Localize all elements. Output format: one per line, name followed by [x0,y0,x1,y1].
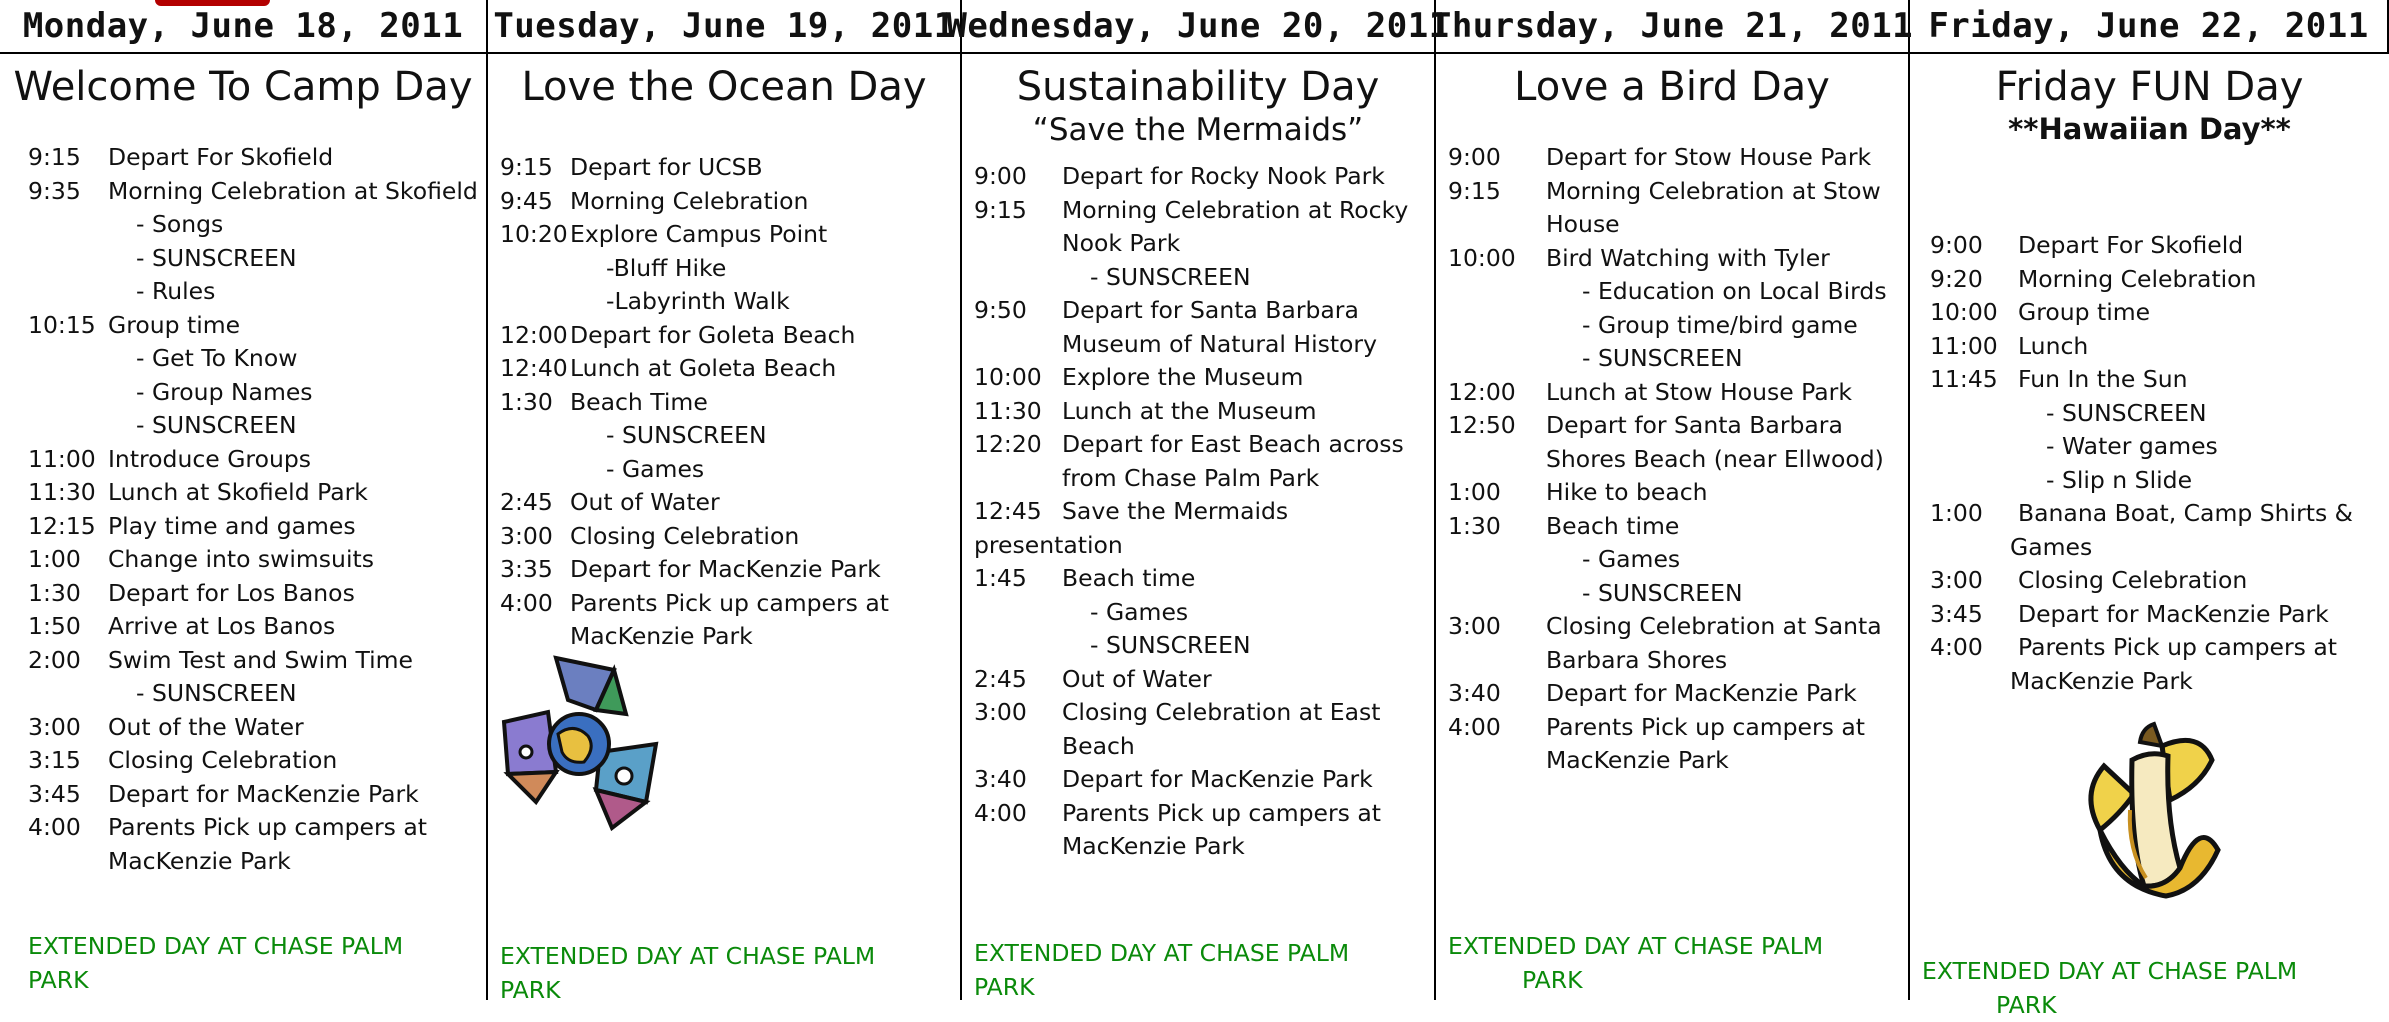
entry-continuation: Nook Park [962,227,1434,261]
schedule-entry [1910,631,2389,665]
extended-day-monday [28,930,403,997]
entry-time: 9:15 [1448,175,1501,209]
entry-activity: Depart for Goleta Beach [570,321,855,349]
entry-time: 1:00 [1448,476,1501,510]
entry-activity: Morning Celebration at Rocky [1062,196,1408,224]
entry-time: 10:15 [28,309,96,343]
entry-time: 12:00 [1448,376,1516,410]
entry-sub-item: - SUNSCREEN [962,629,1434,663]
entry-time: 3:00 [1448,610,1501,644]
schedule-entry [488,486,960,520]
entry-time: 9:00 [974,160,1027,194]
entry-time: 1:45 [974,562,1027,596]
entry-activity: Depart for UCSB [570,153,763,181]
theme-tuesday: Love the Ocean Day [488,62,960,112]
entry-sub-item: - SUNSCREEN [488,419,960,453]
entry-activity: Fun In the Sun [2018,365,2188,393]
entry-activity: Beach Time [570,388,708,416]
schedule-entry [1910,497,2389,531]
extended-line-2: PARK [974,971,1349,1005]
schedule-entry [1436,376,1908,410]
entry-time: 2:45 [500,486,553,520]
schedule-entry [962,562,1434,596]
entry-time: 12:50 [1448,409,1516,443]
schedule-entry [1910,598,2389,632]
header-tuesday: Tuesday, June 19, 2011 [488,0,962,54]
entry-activity: Closing Celebration at Santa [1546,612,1882,640]
entry-activity: Save the Mermaids [1062,497,1288,525]
entry-time: 3:00 [500,520,553,554]
entry-time: 9:15 [28,141,81,175]
entry-time: 9:50 [974,294,1027,328]
entry-time: 1:00 [28,543,81,577]
entry-activity: Beach time [1062,564,1195,592]
schedule-friday [1910,229,2389,697]
theme-thursday: Love a Bird Day [1436,62,1908,112]
extended-line-1: EXTENDED DAY AT CHASE PALM [28,932,403,960]
schedule-entry [488,218,960,252]
schedule-entry [0,543,486,577]
schedule-entry [1436,409,1908,443]
entry-wrapped-line: presentation [962,529,1434,563]
entry-sub-item: - SUNSCREEN [0,242,486,276]
schedule-entry [1436,711,1908,745]
entry-time: 2:45 [974,663,1027,697]
entry-activity: Morning Celebration [2018,265,2256,293]
entry-activity: Parents Pick up campers at [108,813,427,841]
entry-activity: Group time [2018,298,2150,326]
entry-sub-item: - SUNSCREEN [1436,577,1908,611]
theme-friday: Friday FUN Day [1910,62,2389,112]
schedule-entry [0,309,486,343]
schedule-monday [0,141,486,878]
schedule-entry [1436,677,1908,711]
entry-activity: Play time and games [108,512,356,540]
entry-time: 9:20 [1930,263,1983,297]
entry-continuation: MacKenzie Park [962,830,1434,864]
entry-time: 3:40 [974,763,1027,797]
entry-time: 10:00 [1930,296,1998,330]
schedule-entry [0,443,486,477]
entry-time: 12:45 [974,495,1042,529]
column-tuesday [488,54,962,1000]
entry-activity: Morning Celebration [570,187,808,215]
entry-time: 2:00 [28,644,81,678]
schedule-entry [488,553,960,587]
entry-time: 12:15 [28,510,96,544]
entry-sub-item: - Group time/bird game [1436,309,1908,343]
header-thursday: Thursday, June 21, 2011 [1436,0,1910,54]
entry-sub-item: - SUNSCREEN [0,409,486,443]
entry-activity: Parents Pick up campers at [570,589,889,617]
theme-monday: Welcome To Camp Day [0,62,486,112]
entry-time: 1:00 [1930,497,1983,531]
entry-time: 9:00 [1448,141,1501,175]
entry-continuation: Beach [962,730,1434,764]
schedule-entry [488,352,960,386]
entry-activity: Lunch at the Museum [1062,397,1317,425]
schedule-entry [962,361,1434,395]
schedule-entry [1436,476,1908,510]
schedule-entry [1436,175,1908,209]
entry-activity: Banana Boat, Camp Shirts & [2018,499,2353,527]
schedule-entry [0,744,486,778]
schedule-entry [1910,296,2389,330]
entry-activity: Explore the Museum [1062,363,1303,391]
schedule-entry [962,294,1434,328]
entry-activity: Hike to beach [1546,478,1708,506]
extended-line-1: EXTENDED DAY AT CHASE PALM [1922,957,2297,985]
entry-sub-item: - Games [962,596,1434,630]
schedule-entry [488,386,960,420]
schedule-entry [1910,229,2389,263]
entry-activity: Depart for MacKenzie Park [1062,765,1373,793]
entry-activity: Arrive at Los Banos [108,612,335,640]
extended-day-tuesday [500,940,875,1007]
schedule-entry [488,319,960,353]
entry-time: 11:30 [28,476,96,510]
entry-sub-item: - SUNSCREEN [1910,397,2389,431]
entry-sub-item: - Games [1436,543,1908,577]
entry-activity: Closing Celebration [108,746,337,774]
extended-day-friday [1922,955,2297,1022]
entry-activity: Depart for Los Banos [108,579,355,607]
entry-sub-item: - SUNSCREEN [0,677,486,711]
schedule-wednesday [962,160,1434,864]
schedule-entry [0,778,486,812]
entry-sub-item: - Education on Local Birds [1436,275,1908,309]
entry-time: 10:00 [1448,242,1516,276]
entry-time: 9:35 [28,175,81,209]
schedule-entry [962,797,1434,831]
entry-activity: Depart for MacKenzie Park [1546,679,1857,707]
entry-time: 9:15 [974,194,1027,228]
entry-time: 11:00 [28,443,96,477]
entry-activity: Lunch at Skofield Park [108,478,368,506]
schedule-entry [1910,363,2389,397]
entry-sub-item: - Rules [0,275,486,309]
schedule-entry [0,811,486,845]
entry-activity: Depart for MacKenzie Park [2018,600,2329,628]
schedule-entry [0,510,486,544]
entry-activity: Depart for Rocky Nook Park [1062,162,1385,190]
schedule-entry [488,185,960,219]
entry-activity: Depart for Santa Barbara [1546,411,1843,439]
schedule-entry [0,577,486,611]
schedule-entry [1436,242,1908,276]
entry-continuation: MacKenzie Park [0,845,486,879]
theme-wednesday: Sustainability Day [962,62,1434,112]
entry-time: 11:45 [1930,363,1998,397]
entry-time: 1:50 [28,610,81,644]
entry-time: 4:00 [974,797,1027,831]
schedule-entry [488,151,960,185]
entry-time: 4:00 [28,811,81,845]
entry-continuation: Museum of Natural History [962,328,1434,362]
entry-sub-item: - SUNSCREEN [1436,342,1908,376]
entry-time: 10:20 [500,218,568,252]
schedule-entry [962,395,1434,429]
entry-activity: Depart for East Beach across [1062,430,1404,458]
entry-sub-item: -Bluff Hike [488,252,960,286]
entry-activity: Closing Celebration at East [1062,698,1380,726]
schedule-entry [1910,330,2389,364]
schedule-entry [962,194,1434,228]
entry-time: 3:15 [28,744,81,778]
entry-sub-item: - SUNSCREEN [962,261,1434,295]
subtheme-friday: **Hawaiian Day** [1910,112,2389,147]
schedule-entry [488,520,960,554]
entry-activity: Lunch at Stow House Park [1546,378,1852,406]
entry-time: 3:00 [28,711,81,745]
entry-sub-item: - Songs [0,208,486,242]
entry-activity: Depart For Skofield [108,143,333,171]
subtheme-wednesday: “Save the Mermaids” [962,112,1434,149]
extended-line-2: PARK [1922,989,2297,1022]
schedule-entry [1436,610,1908,644]
entry-activity: Depart for Santa Barbara [1062,296,1359,324]
recycle-globe-icon [496,652,662,832]
entry-time: 9:00 [1930,229,1983,263]
entry-activity: Out of Water [1062,665,1212,693]
entry-continuation: MacKenzie Park [488,620,960,654]
entry-activity: Group time [108,311,240,339]
entry-time: 3:00 [974,696,1027,730]
entry-time: 3:45 [1930,598,1983,632]
entry-time: 1:30 [28,577,81,611]
entry-time: 11:30 [974,395,1042,429]
extended-day-thursday [1448,930,1823,997]
banana-icon [2070,690,2230,906]
schedule-thursday [1436,141,1908,778]
entry-time: 4:00 [1930,631,1983,665]
column-monday [0,54,488,1000]
entry-time: 11:00 [1930,330,1998,364]
entry-time: 9:15 [500,151,553,185]
schedule-entry [1436,141,1908,175]
schedule-entry [0,476,486,510]
schedule-entry [962,428,1434,462]
extended-line-1: EXTENDED DAY AT CHASE PALM [974,939,1349,967]
entry-sub-item: -Labyrinth Walk [488,285,960,319]
column-wednesday [962,54,1436,1000]
column-friday [1910,54,2389,1000]
entry-activity: Beach time [1546,512,1679,540]
extended-day-wednesday [974,937,1349,1004]
entry-activity: Depart for MacKenzie Park [570,555,881,583]
schedule-entry [0,175,486,209]
entry-activity: Morning Celebration at Skofield [108,177,478,205]
entry-activity: Depart for Stow House Park [1546,143,1871,171]
schedule-entry [488,587,960,621]
entry-sub-item: - Slip n Slide [1910,464,2389,498]
entry-activity: Out of the Water [108,713,304,741]
extended-line-2: PARK [500,974,875,1008]
schedule-entry [1910,564,2389,598]
entry-activity: Explore Campus Point [570,220,827,248]
header-friday: Friday, June 22, 2011 [1910,0,2389,54]
schedule-entry [0,644,486,678]
schedule-entry [962,160,1434,194]
schedule-entry [0,610,486,644]
entry-sub-item: - Group Names [0,376,486,410]
entry-continuation: Barbara Shores [1436,644,1908,678]
entry-continuation: House [1436,208,1908,242]
entry-activity: Depart For Skofield [2018,231,2243,259]
schedule-entry [1910,263,2389,297]
schedule-entry [962,696,1434,730]
entry-time: 3:45 [28,778,81,812]
entry-activity: Parents Pick up campers at [1546,713,1865,741]
entry-time: 1:30 [500,386,553,420]
entry-time: 12:40 [500,352,568,386]
schedule-tuesday [488,151,960,654]
extended-line-2: PARK [28,964,403,998]
entry-activity: Change into swimsuits [108,545,374,573]
entry-time: 9:45 [500,185,553,219]
entry-continuation: Games [1910,531,2389,565]
entry-sub-item: - Water games [1910,430,2389,464]
entry-time: 3:35 [500,553,553,587]
entry-activity: Parents Pick up campers at [2018,633,2337,661]
entry-time: 12:20 [974,428,1042,462]
extended-line-1: EXTENDED DAY AT CHASE PALM [1448,932,1823,960]
entry-time: 4:00 [1448,711,1501,745]
extended-line-1: EXTENDED DAY AT CHASE PALM [500,942,875,970]
entry-activity: Closing Celebration [2018,566,2247,594]
entry-continuation: MacKenzie Park [1436,744,1908,778]
entry-time: 1:30 [1448,510,1501,544]
schedule-entry [962,495,1434,529]
schedule-entry [1436,510,1908,544]
schedule-entry [962,763,1434,797]
entry-activity: Lunch [2018,332,2088,360]
entry-time: 3:40 [1448,677,1501,711]
entry-activity: Lunch at Goleta Beach [570,354,836,382]
entry-continuation: Shores Beach (near Ellwood) [1436,443,1908,477]
entry-sub-item: - Games [488,453,960,487]
entry-activity: Closing Celebration [570,522,799,550]
schedule-entry [0,711,486,745]
entry-time: 12:00 [500,319,568,353]
entry-activity: Bird Watching with Tyler [1546,244,1830,272]
schedule-entry [0,141,486,175]
entry-activity: Out of Water [570,488,720,516]
schedule-entry [962,663,1434,697]
entry-time: 10:00 [974,361,1042,395]
entry-activity: Parents Pick up campers at [1062,799,1381,827]
entry-activity: Morning Celebration at Stow [1546,177,1881,205]
entry-time: 3:00 [1930,564,1983,598]
entry-activity: Introduce Groups [108,445,311,473]
header-wednesday: Wednesday, June 20, 2011 [962,0,1436,54]
extended-line-2: PARK [1448,964,1823,998]
column-thursday [1436,54,1910,1000]
entry-continuation: from Chase Palm Park [962,462,1434,496]
entry-activity: Swim Test and Swim Time [108,646,413,674]
entry-time: 4:00 [500,587,553,621]
entry-sub-item: - Get To Know [0,342,486,376]
entry-activity: Depart for MacKenzie Park [108,780,419,808]
entry-continuation: MacKenzie Park [1910,665,2389,699]
header-monday: Monday, June 18, 2011 [0,0,488,54]
